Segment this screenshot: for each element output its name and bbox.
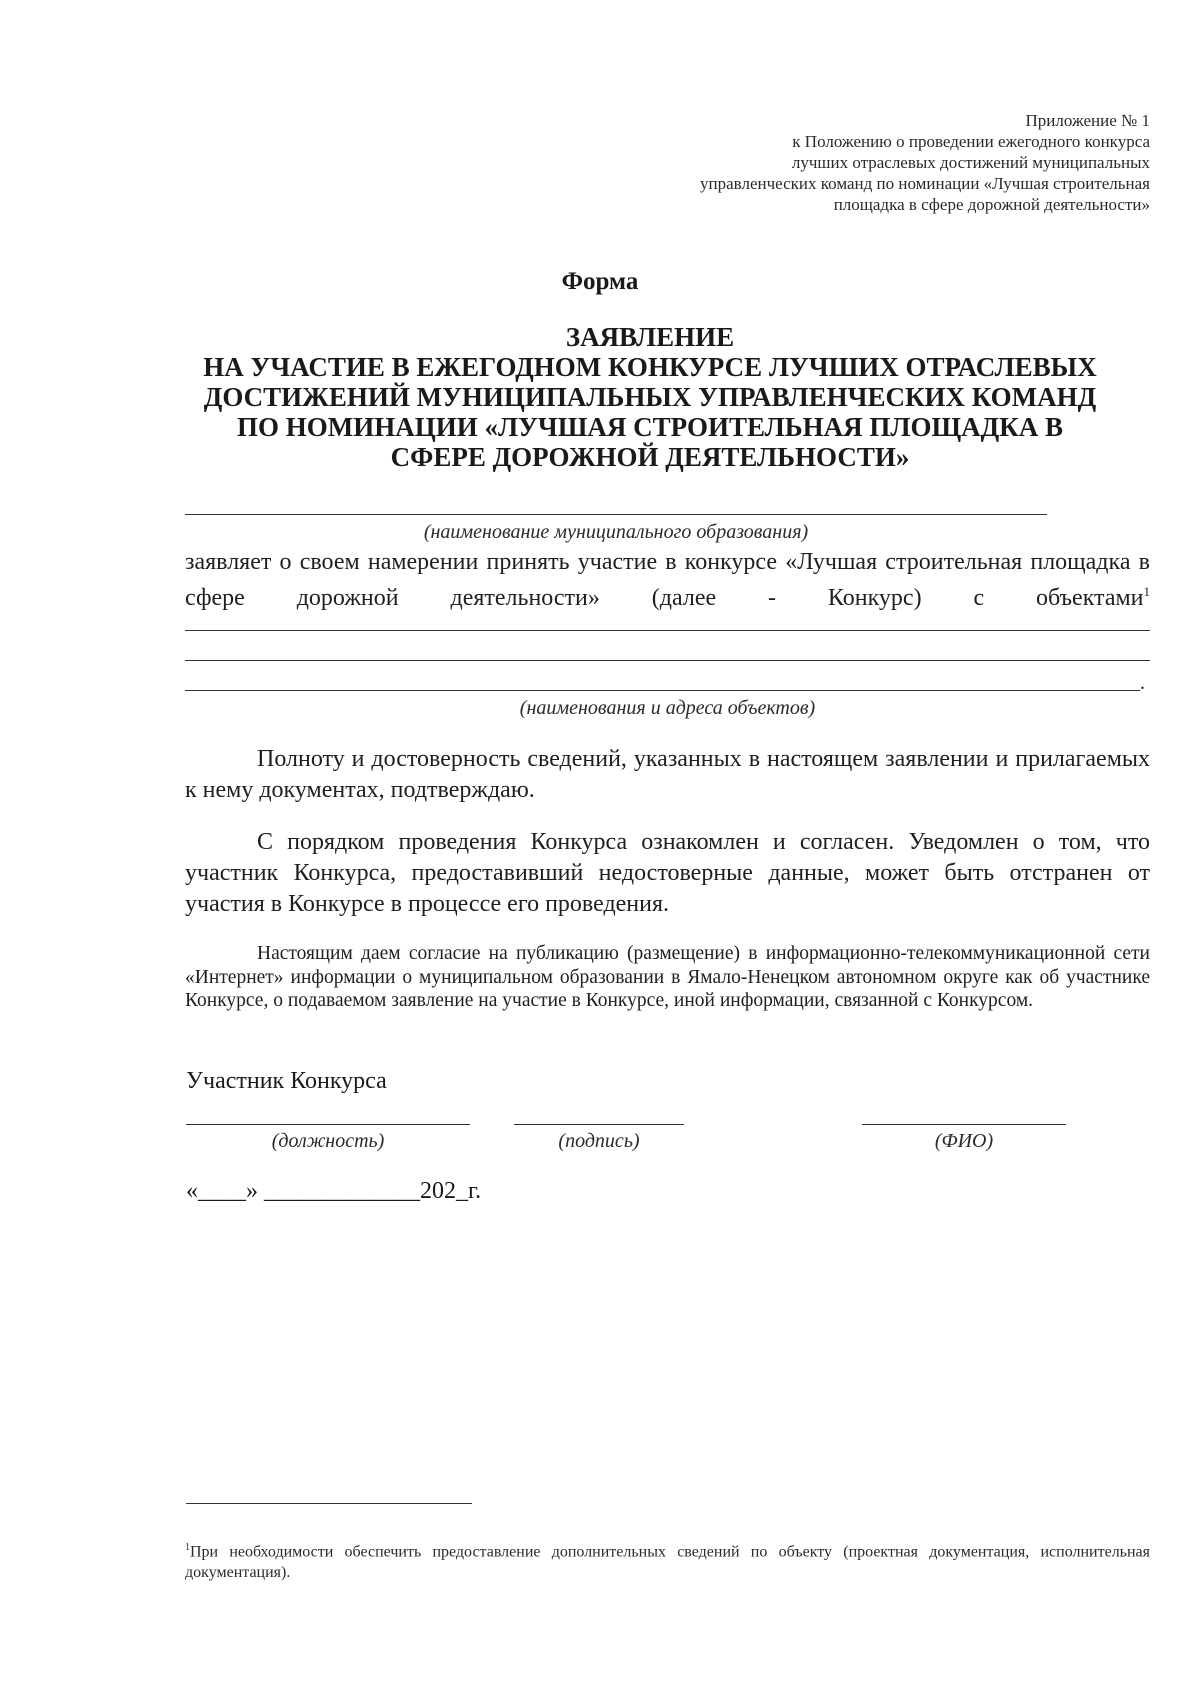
appendix-line: лучших отраслевых достижений муниципальных [791,153,1150,172]
appendix-line: площадка в сфере дорожной деятельности» [833,195,1150,214]
declaration-text [185,547,1150,613]
paragraph-procedure: С порядком проведения Конкурса ознакомлен и согласен. Уведомлен о том, что участник Конкурса, предоставивший недостоверные данные, может быть отстранен от участия в Конкурсе в процессе его проведения. [185,829,1150,917]
title-line: ДОСТИЖЕНИЙ МУНИЦИПАЛЬНЫХ УПРАВЛЕНЧЕСКИХ КОМАНД [203,382,1097,412]
objects-line-1[interactable] [185,630,1150,631]
footnote-ref: 1 [1143,584,1150,599]
document-title [160,322,1140,472]
appendix-line: управленческих команд по номинации «Лучшая строительная [700,174,1150,193]
declaration-body: заявляет о своем намерении принять участие в конкурсе «Лучшая строительная площадка в сфере дорожной деятельности» (далее - Конкурс) с объектами [185,549,1150,611]
footnote-marker: 1 [185,1542,190,1553]
signature-caption: (подпись) [558,1130,640,1152]
paragraph-consent: Настоящим даем согласие на публикацию (размещение) в информационно-телекоммуникационной сети «Интернет» информации о муниципальном образовании в Ямало-Ненецком автономном округе как об участнике Конкурсе, о подаваемом заявление на участие в Конкурсе, иной информации, связанной с Конкурсом. [185,943,1150,1011]
form-label: Форма [561,268,639,295]
title-line: СФЕРЕ ДОРОЖНОЙ ДЕЯТЕЛЬНОСТИ» [390,442,910,472]
paragraph-confirmation: Полноту и достоверность сведений, указанных в настоящем заявлении и прилагаемых к нему документах, подтверждаю. [185,746,1150,803]
appendix-line: Приложение № 1 [1025,111,1150,130]
full-name-caption: (ФИО) [934,1130,994,1152]
position-caption: (должность) [271,1130,385,1152]
footnote-separator [186,1503,472,1504]
title-line: ЗАЯВЛЕНИЕ [565,322,735,352]
title-line: ПО НОМИНАЦИИ «ЛУЧШАЯ СТРОИТЕЛЬНАЯ ПЛОЩАДКА В [236,412,1064,442]
footnote [185,1537,1150,1583]
objects-line-2[interactable] [185,660,1150,661]
full-name-line[interactable] [862,1124,1066,1125]
position-line[interactable] [186,1124,470,1125]
signature-line[interactable] [514,1124,684,1125]
participant-label: Участник Конкурса [186,1068,387,1094]
objects-line-3[interactable] [185,690,1140,691]
date-field[interactable]: «____» _____________202_г. [186,1178,482,1204]
objects-end-mark: . [1140,672,1145,694]
appendix-reference [530,110,1150,215]
municipality-name-line[interactable] [185,514,1047,515]
objects-caption: (наименования и адреса объектов) [519,697,816,719]
footnote-text: При необходимости обеспечить предоставление дополнительных сведений по объекту (проектная документация, исполнительная документация). [185,1543,1150,1582]
appendix-line: к Положению о проведении ежегодного конкурса [792,132,1150,151]
title-line: НА УЧАСТИЕ В ЕЖЕГОДНОМ КОНКУРСЕ ЛУЧШИХ ОТРАСЛЕВЫХ [203,352,1097,382]
municipality-caption: (наименование муниципального образования) [423,521,809,543]
